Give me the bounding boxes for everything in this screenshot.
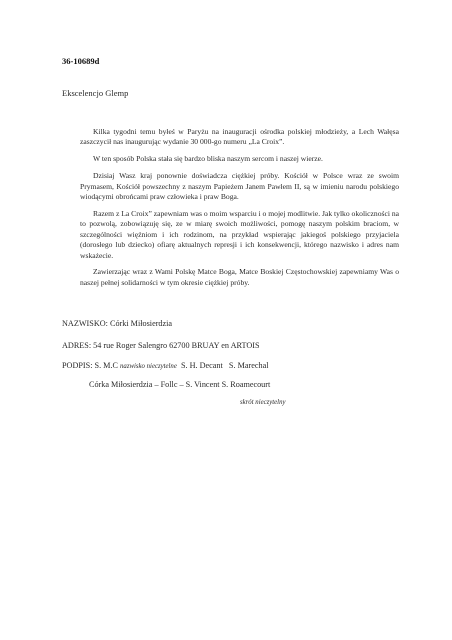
address-line: ADRES: 54 rue Roger Salengro 62700 BRUAY en ARTOIS [62, 341, 260, 350]
name-line: NAZWISKO: Córki Miłosierdzia [62, 319, 173, 328]
illegible-abbreviation-note: skrót nieczytelny [240, 399, 286, 406]
signature-names: S. H. Decant S. Marechal [176, 361, 269, 370]
signature-label: PODPIS: S. M.C [62, 361, 121, 370]
salutation: Ekscelencjo Glemp [62, 88, 129, 98]
illegible-name-note: nazwisko nieczytelne [120, 363, 177, 370]
body-paragraph: Razem z La Croix” zapewniam was o moim wsparciu i o mojej modlitwie. Jak tylko okoliczności na to pozwolą, zobowiązuję się, ze w miarę swoich możliwości, pomogę naszym polskim braciom, w szczególności więźniom i ich rodzinom, na przykład wspierając jakiegoś polskiego przyjaciela (dorosłego lub dziecko) ofiarę aktualnych represji i ich konsekwencji, którego nazwisko i adres nam wskażecie. [80, 208, 399, 260]
signature-line-continued: Córka Miłosierdzia – Follc – S. Vincent S. Roamecourt [89, 380, 271, 389]
document-reference-number: 36-10689d [62, 56, 100, 66]
body-paragraph: W ten sposób Polska stała się bardzo bliska naszym sercom i naszej wierze. [93, 154, 323, 164]
letter-body [80, 127, 399, 295]
signature-line [62, 361, 269, 370]
body-paragraph: Zawierzając wraz z Wami Polskę Matce Boga, Matce Boskiej Częstochowskiej zapewniamy Was o naszej pełnej solidarności w tym okresie ciężkiej próby. [80, 267, 399, 287]
body-paragraph: Dzisiaj Wasz kraj ponownie doświadcza ciężkiej próby. Kościół w Polsce wraz ze swoim Prymasem, Kościół powszechny z naszym Papieżem Janem Pawłem II, są w imieniu narodu polskiego wiodącymi obrońcami praw człowieka i praw Boga. [80, 171, 399, 202]
body-paragraph: Kilka tygodni temu byłeś w Paryżu na inauguracji ośrodka polskiej młodzieży, a Lech Wałęsa zaszczycił nas inaugurując wydanie 30 000-go numeru „La Croix”. [80, 127, 399, 147]
